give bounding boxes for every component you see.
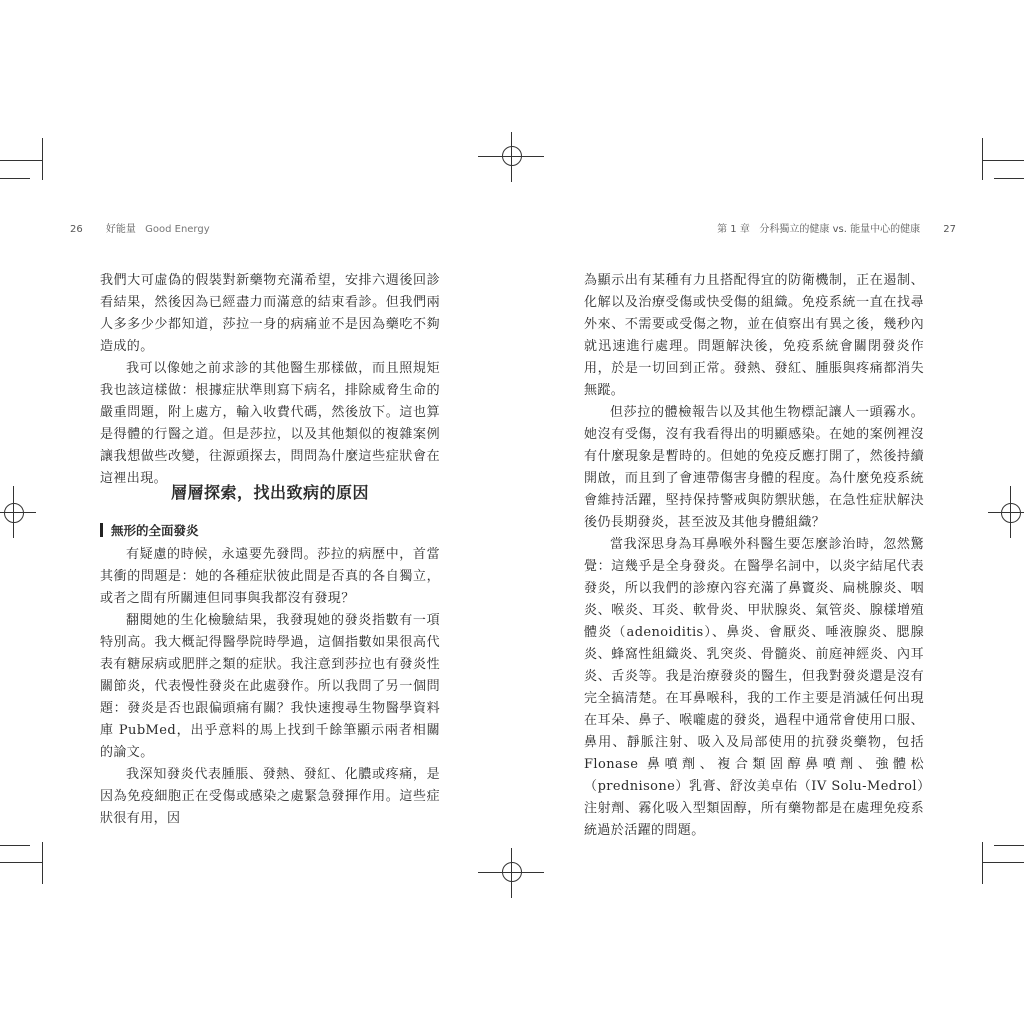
right-page-number: 27 <box>943 224 956 235</box>
paragraph: 當我深思身為耳鼻喉外科醫生要怎麼診治時，忽然驚覺：這幾乎是全身發炎。在醫學名詞中，以炎字結尾代表發炎，所以我們的診療內容充滿了鼻竇炎、扁桃腺炎、咽炎、喉炎、耳炎、軟骨炎、甲狀腺炎、氣管炎、腺樣增殖體炎（adenoiditis）、鼻炎、會厭炎、唾液腺炎、腮腺炎、蜂窩性組織炎、乳突炎、骨髓炎、前庭神經炎、內耳炎、舌炎等。我是治療發炎的醫生，但我對發炎還是沒有完全搞清楚。在耳鼻喉科，我的工作主要是消滅任何出現在耳朵、鼻子、喉嚨處的發炎，過程中通常會使用口服、鼻用、靜脈注射、吸入及局部使用的抗發炎藥物，包括 Flonase 鼻噴劑、複合類固醇鼻噴劑、強體松（prednisone）乳膏、舒汝美卓佑（IV Solu-Medrol）注射劑、霧化吸入型類固醇，所有藥物都是在處理免疫系統過於活躍的問題。 <box>584 537 924 838</box>
left-running-head <box>70 220 210 235</box>
subheading <box>100 521 199 539</box>
paragraph: 但莎拉的體檢報告以及其他生物標記讓人一頭霧水。她沒有受傷，沒有我看得出的明顯感染。在她的案例裡沒有什麼現象是暫時的。但她的免疫反應打開了，然後持續開啟，而且到了會連帶傷害身體的程度。為什麼免疫系統會維持活躍，堅持保持警戒與防禦狀態，在急性症狀解決後仍長期發炎，甚至波及其他身體組織？ <box>584 405 924 530</box>
section-heading: 層層探索，找出致病的原因 <box>170 483 369 502</box>
subheading-bar-icon <box>100 523 103 537</box>
section-text <box>100 544 440 830</box>
chapter-title: 分科獨立的健康 vs. 能量中心的健康 <box>759 224 921 235</box>
right-page <box>512 0 1024 1024</box>
paragraph: 我們大可虛偽的假裝對新藥物充滿希望，安排六週後回診看結果，然後因為已經盡力而滿意的結束看診。但我們兩人多多少少都知道，莎拉一身的病痛並不是因為藥吃不夠造成的。 <box>100 273 440 354</box>
paragraph: 我可以像她之前求診的其他醫生那樣做，而且照規矩我也該這樣做：根據症狀準則寫下病名，排除威脅生命的嚴重問題，附上處方，輸入收費代碼，然後放下。這也算是得體的行醫之道。但是莎拉，以及其他類似的複雜案例讓我想做些改變，往源頭探去，問問為什麼這些症狀會在這裡出現。 <box>100 361 440 486</box>
paragraph: 有疑慮的時候，永遠要先發問。莎拉的病歷中，首當其衝的問題是：她的各種症狀彼此間是否真的各自獨立，或者之間有所關連但同事與我都沒有發現？ <box>100 547 440 606</box>
paragraph: 我深知發炎代表腫脹、發熱、發紅、化膿或疼痛，是因為免疫細胞正在受傷或感染之處緊急發揮作用。這些症狀很有用，因 <box>100 767 440 826</box>
paragraph: 為顯示出有某種有力且搭配得宜的防衛機制，正在遏制、化解以及治療受傷或快受傷的組織。免疫系統一直在找尋外來、不需要或受傷之物，並在偵察出有異之後，幾秒內就迅速進行處理。問題解決後，免疫系統會關閉發炎作用，於是一切回到正常。發熱、發紅、腫脹與疼痛都消失無蹤。 <box>584 273 924 398</box>
right-running-head <box>717 220 956 235</box>
left-page-number: 26 <box>70 224 83 235</box>
book-title-en: Good Energy <box>145 224 210 235</box>
subheading-text: 無形的全面發炎 <box>111 523 199 538</box>
chapter-label: 第 1 章 <box>717 224 750 235</box>
intro-text <box>100 270 440 490</box>
paragraph: 翻閱她的生化檢驗結果，我發現她的發炎指數有一項特別高。我大概記得醫學院時學過，這個指數如果很高代表有糖尿病或肥胖之類的症狀。我注意到莎拉也有發炎性關節炎，代表慢性發炎在此處發作。所以我問了另一個問題：發炎是否也跟偏頭痛有關？我快速搜尋生物醫學資料庫 PubMed，出乎意料的馬上找到千餘筆顯示兩者相關的論文。 <box>100 613 440 760</box>
right-text <box>584 270 924 842</box>
book-title: 好能量 <box>105 224 136 235</box>
